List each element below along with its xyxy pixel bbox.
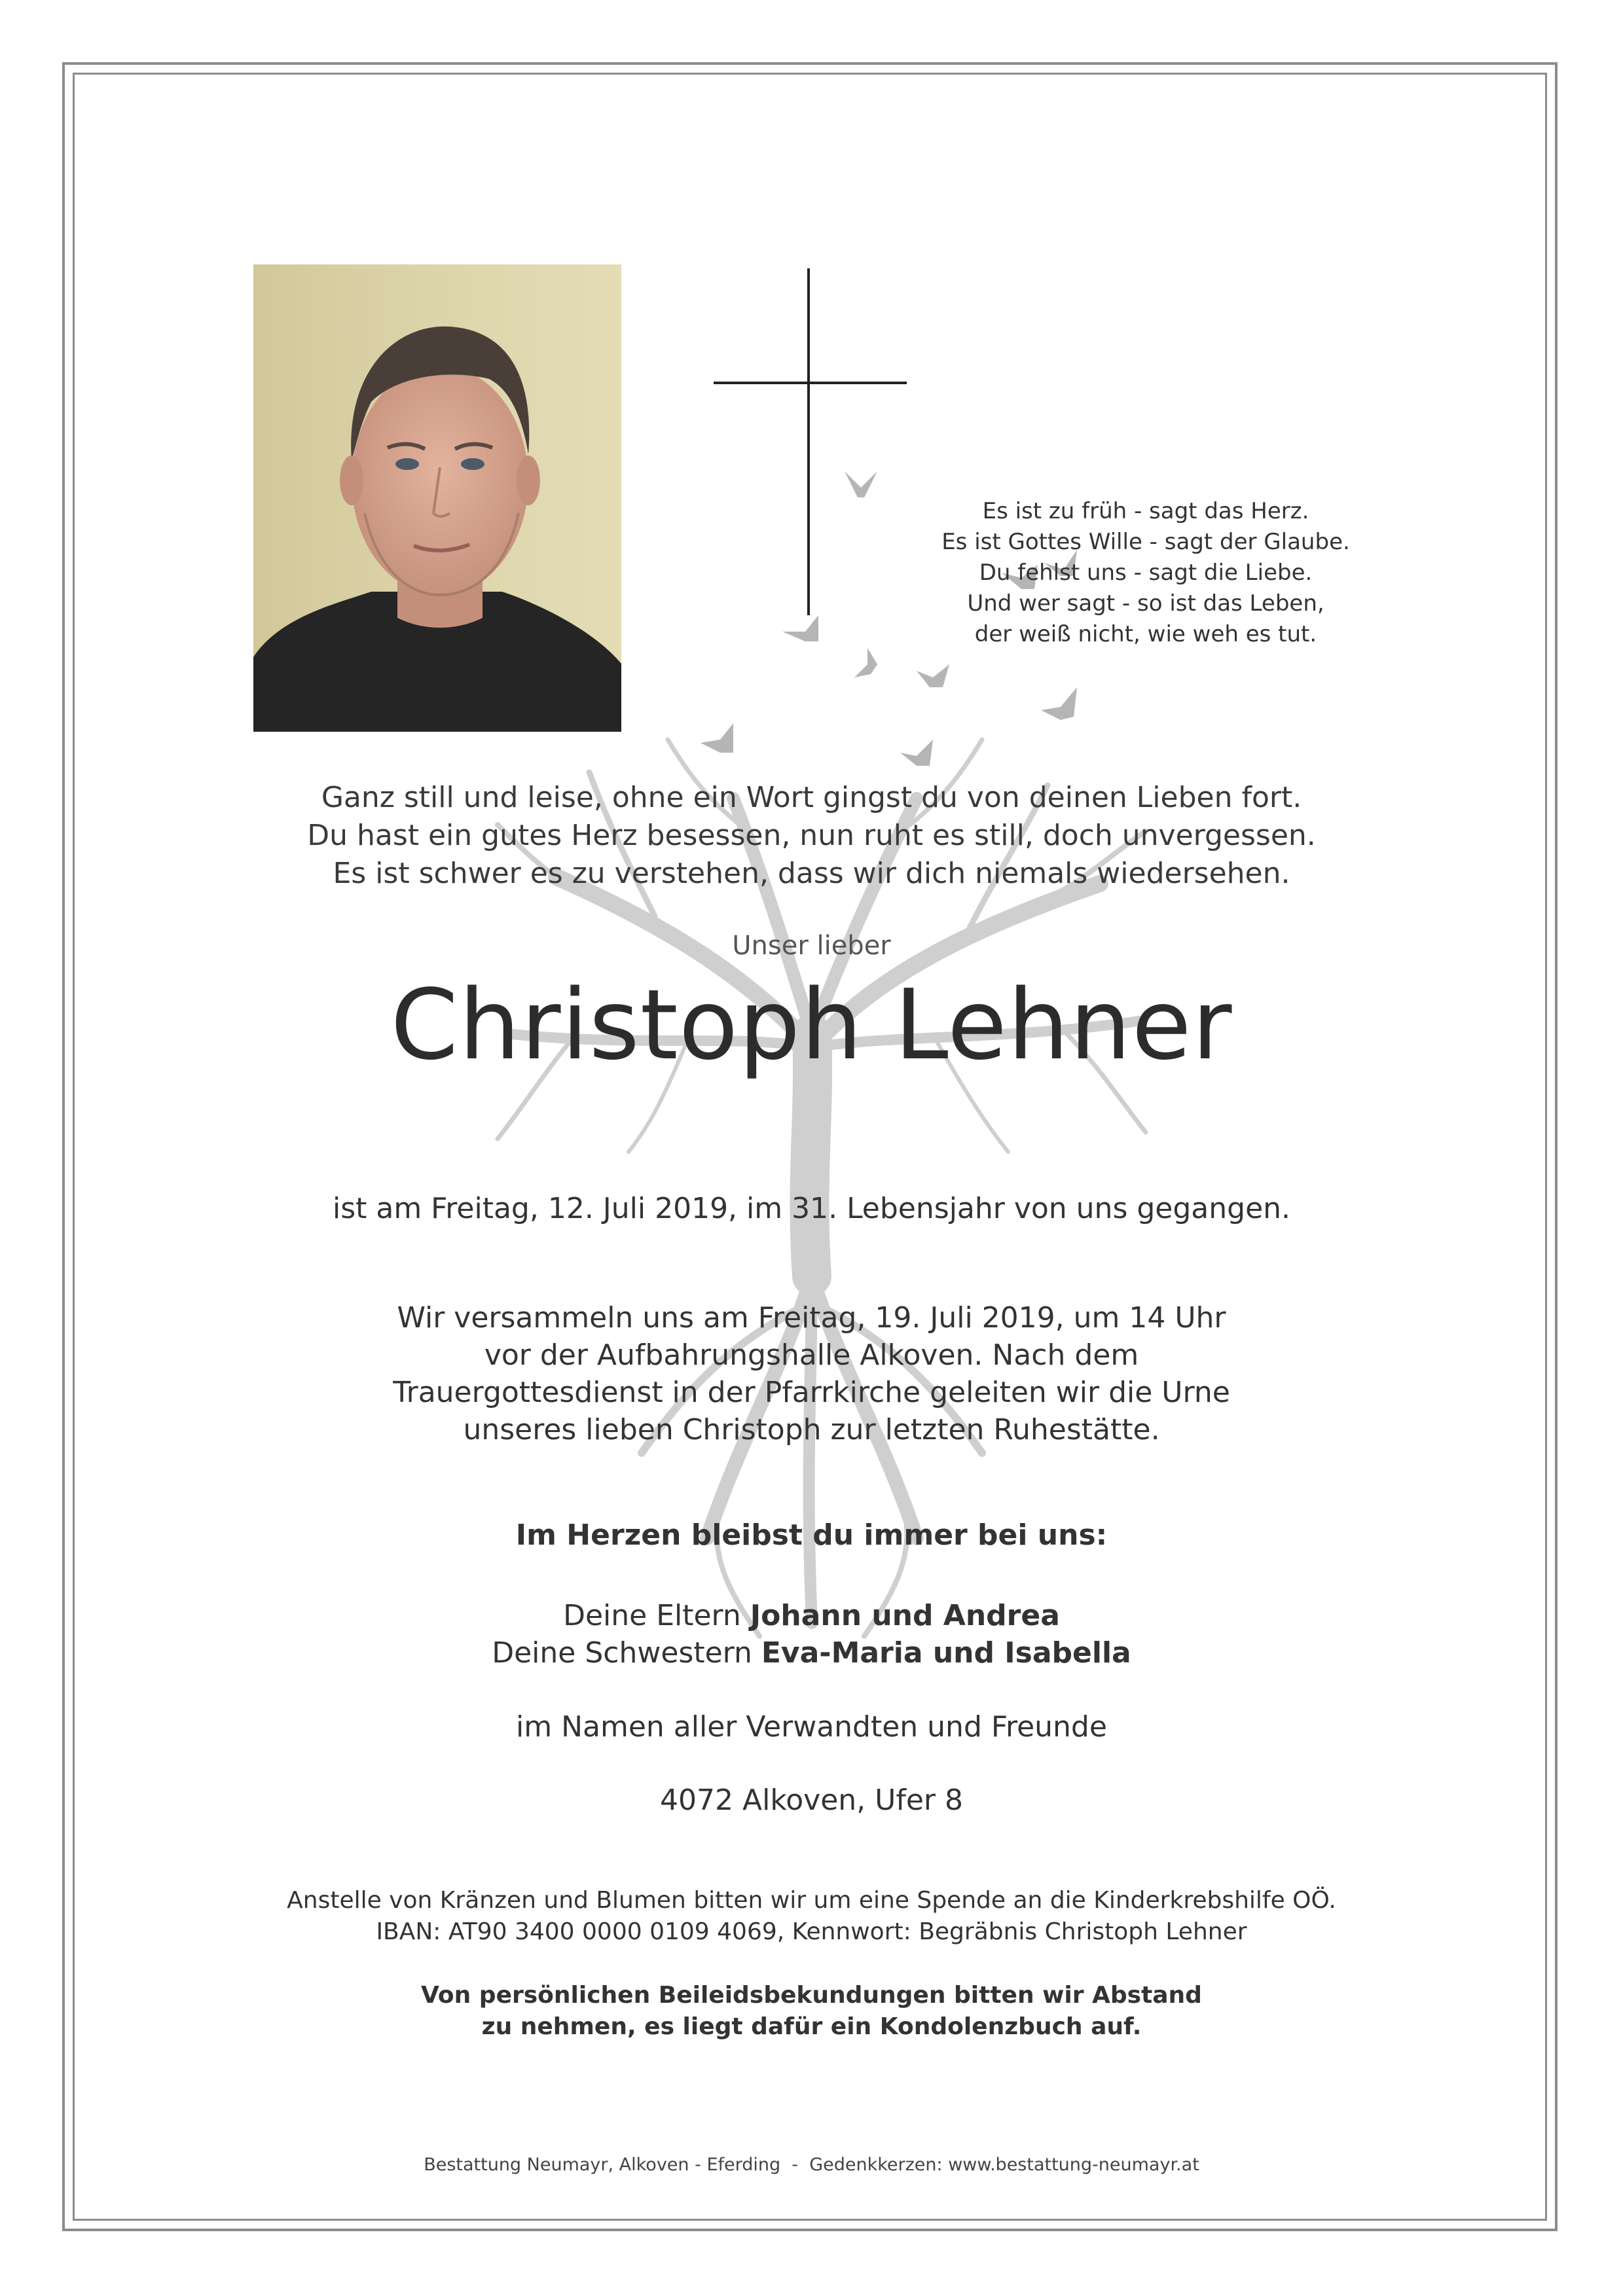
sisters-names: Eva-Maria und Isabella xyxy=(761,1636,1131,1670)
mourners-heading: Im Herzen bleibst du immer bei uns: xyxy=(515,1518,1108,1552)
ceremony-details xyxy=(0,1299,1623,1448)
cross-icon xyxy=(714,268,907,615)
poem-line: der weiß nicht, wie weh es tut. xyxy=(974,621,1317,647)
address: 4072 Alkoven, Ufer 8 xyxy=(660,1784,963,1817)
intro-text: Unser lieber xyxy=(732,931,891,961)
mourners-parents xyxy=(0,1597,1623,1634)
poem-line: Es ist zu früh - sagt das Herz. xyxy=(982,498,1309,524)
ceremony-line: unseres lieben Christoph zur letzten Ruhestätte. xyxy=(463,1413,1160,1446)
portrait-photo xyxy=(253,264,621,732)
ceremony-line: Wir versammeln uns am Freitag, 19. Juli 2019, um 14 Uhr xyxy=(397,1301,1226,1335)
poem-line: Es ist Gottes Wille - sagt der Glaube. xyxy=(941,529,1350,555)
parents-names: Johann und Andrea xyxy=(750,1599,1060,1632)
verse-line: Ganz still und leise, ohne ein Wort gingst du von deinen Lieben fort. xyxy=(321,781,1302,814)
mourners-relatives: im Namen aller Verwandten und Freunde xyxy=(516,1710,1107,1744)
verse xyxy=(0,779,1623,893)
donation-line: IBAN: AT90 3400 0000 0109 4069, Kennwort: Begräbnis Christoph Lehner xyxy=(376,1918,1247,1945)
deceased-name: Christoph Lehner xyxy=(390,969,1233,1081)
verse-line: Es ist schwer es zu verstehen, dass wir dich niemals wiedersehen. xyxy=(333,857,1290,890)
death-notice: ist am Freitag, 12. Juli 2019, im 31. Lebensjahr von uns gegangen. xyxy=(332,1192,1291,1225)
sisters-prefix: Deine Schwestern xyxy=(492,1636,752,1670)
donation-notice xyxy=(0,1885,1623,1948)
footer-text: Bestattung Neumayr, Alkoven - Eferding - Gedenkkerzen: www.bestattung-neumayr.at xyxy=(424,2155,1199,2175)
ceremony-line: vor der Aufbahrungshalle Alkoven. Nach dem xyxy=(484,1338,1139,1372)
donation-line: Anstelle von Kränzen und Blumen bitten wir um eine Spende an die Kinderkrebshilfe OÖ. xyxy=(287,1887,1336,1914)
condolence-line: Von persönlichen Beileidsbekundungen bitten wir Abstand xyxy=(421,1982,1202,2009)
poem-line: Und wer sagt - so ist das Leben, xyxy=(967,590,1324,617)
poem xyxy=(890,496,1401,650)
mourners-sisters xyxy=(0,1634,1623,1672)
parents-prefix: Deine Eltern xyxy=(563,1599,741,1632)
condolence-notice xyxy=(0,1980,1623,2043)
poem-line: Du fehlst uns - sagt die Liebe. xyxy=(979,560,1313,586)
ceremony-line: Trauergottesdienst in der Pfarrkirche geleiten wir die Urne xyxy=(393,1376,1230,1409)
verse-line: Du hast ein gutes Herz besessen, nun ruht es still, doch unvergessen. xyxy=(307,819,1316,852)
condolence-line: zu nehmen, es liegt dafür ein Kondolenzbuch auf. xyxy=(481,2013,1142,2040)
